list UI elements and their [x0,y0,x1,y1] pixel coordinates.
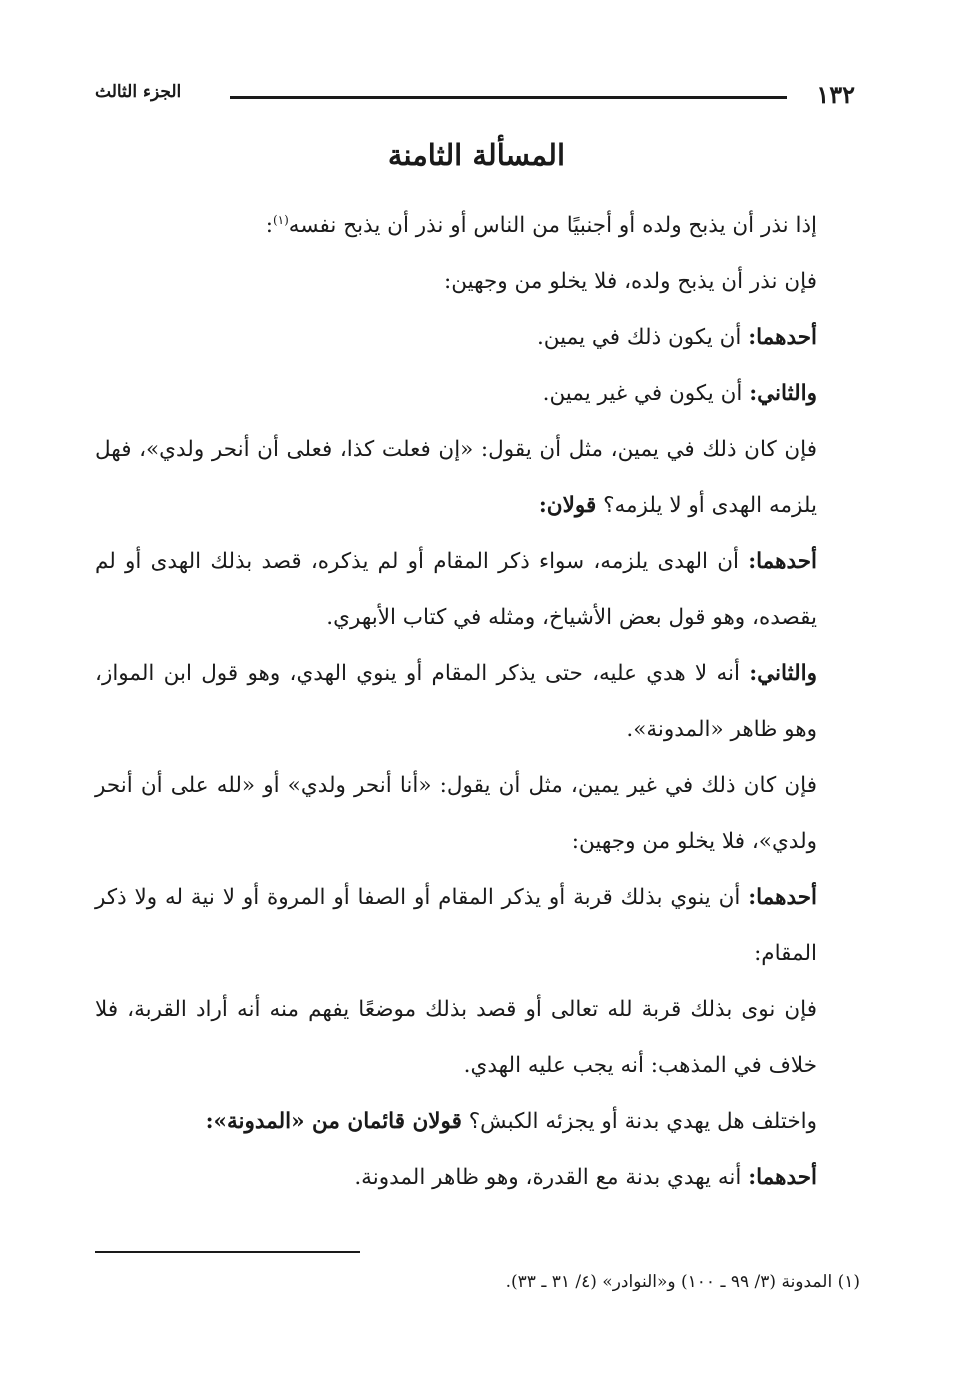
paragraph-10: فإن نوى بذلك قربة لله تعالى أو قصد بذلك موضعًا يفهم منه أنه أراد القربة، فلا خلاف في المذهب: أنه يجب عليه الهدي. [95,997,817,1079]
paragraph-lead: أحدهما: [748,885,817,911]
paragraph-7: والثاني: أنه لا هدي عليه، حتى يذكر المقام أو ينوي الهدي، وهو قول ابن المواز، وهو ظاهر «المدونة». [95,661,817,743]
paragraph-6: أحدهما: أن الهدى يلزمه، سواء ذكر المقام أو لم يذكره، قصد بذلك الهدى أو لم يقصده، وهو قول بعض الأشياخ، ومثله في كتاب الأبهري. [95,549,817,631]
section-title: المسألة الثامنة [387,138,566,172]
paragraph-lead: والثاني: [749,661,817,687]
running-title: الجزء الثالث [95,82,182,102]
paragraph-12: أحدهما: أنه يهدي بدنة مع القدرة، وهو ظاهر المدونة. [354,1165,817,1191]
footnote: (١) المدونة (٣/ ٩٩ ـ ١٠٠) و«النوادر» (٤/ ٣١ ـ ٣٣). [505,1272,860,1292]
paragraph-lead: أحدهما: [748,1165,817,1191]
paragraph-lead: أحدهما: [748,325,817,351]
page-number: ١٣٢ [816,80,855,109]
paragraph-5: فإن كان ذلك في يمين، مثل أن يقول: «إن فعلت كذا، فعلى أن أنحر ولدي»، فهل يلزمه الهدى أو لا يلزمه؟ قولان: [95,437,817,519]
paragraph-trail-bold: قولان قائمان من «المدونة»: [205,1109,462,1135]
footnote-rule [95,1251,360,1253]
paragraph-trail-bold: قولان: [538,493,597,519]
paragraph-11: واختلف هل يهدي بدنة أو يجزئه الكبش؟ قولان قائمان من «المدونة»: [205,1109,817,1135]
paragraph-9: أحدهما: أن ينوي بذلك قربة أو يذكر المقام أو الصفا أو المروة أو لا نية له ولا ذكر المقام: [95,885,817,967]
paragraph-3: أحدهما: أن يكون ذلك في يمين. [536,325,817,351]
footnote-marker[interactable]: (١) [272,213,289,227]
body-text [95,192,817,1206]
paragraph-2: فإن نذر أن يذبح ولده، فلا يخلو من وجهين: [443,269,817,295]
header-rule [230,96,787,99]
paragraph-4: والثاني: أن يكون في غير يمين. [542,381,817,407]
page-header [95,78,855,118]
paragraph-lead: أحدهما: [748,549,817,575]
paragraph-lead: والثاني: [749,381,817,407]
paragraph-1: إذا نذر أن يذبح ولده أو أجنبيًا من الناس أو نذر أن يذبح نفسه$^{(١)}$: [265,213,817,239]
paragraph-8: فإن كان ذلك في غير يمين، مثل أن يقول: «أنا أنحر ولدي» أو «لله على أن أنحر ولدي»، فلا يخلو من وجهين: [95,773,817,855]
